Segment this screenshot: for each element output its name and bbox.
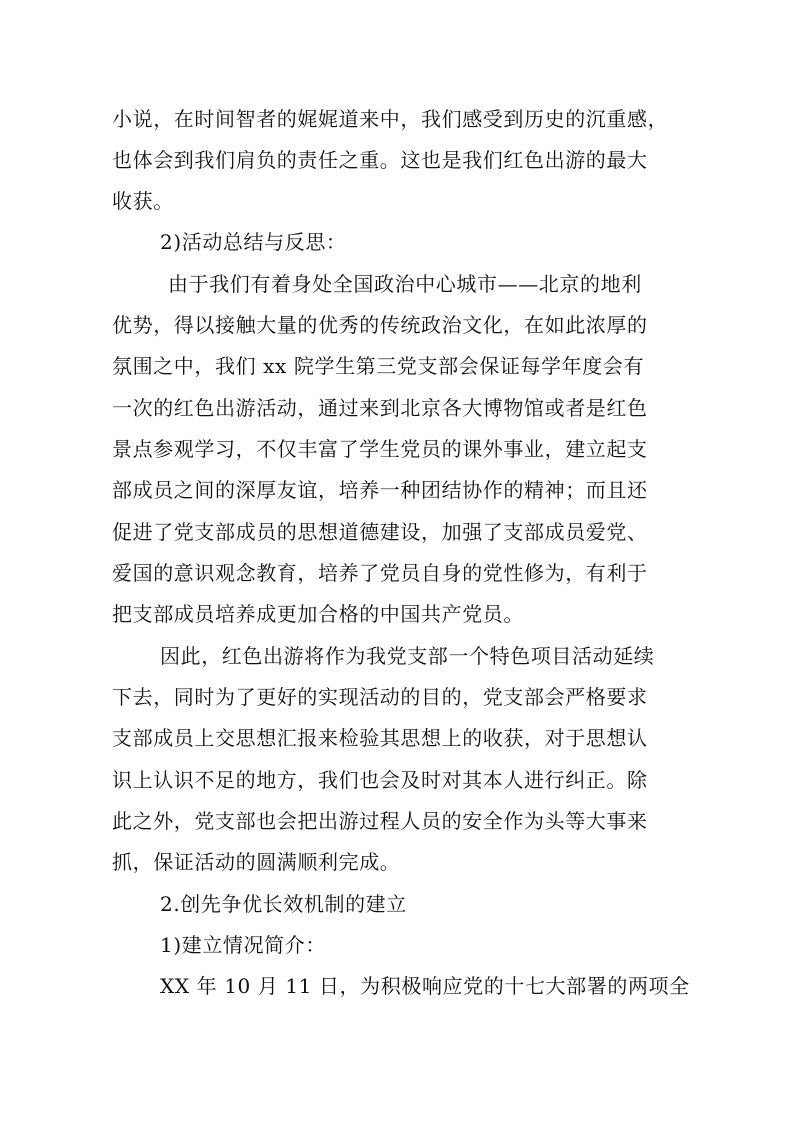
paragraph-line: 优势，得以接触大量的优秀的传统政治文化，在如此浓厚的 (112, 313, 648, 337)
paragraph-line: 小说，在时间智者的娓娓道来中，我们感受到历史的沉重感， (112, 107, 669, 131)
subsection-heading: 1)建立情况简介： (160, 933, 326, 957)
paragraph-line: 下去，同时为了更好的实现活动的目的，党支部会严格要求 (112, 685, 648, 709)
paragraph-line: 促进了党支部成员的思想道德建设，加强了支部成员爱党、 (112, 520, 648, 544)
paragraph-line: 一次的红色出游活动，通过来到北京各大博物馆或者是红色 (112, 396, 648, 420)
paragraph-line: 收获。 (112, 189, 174, 213)
paragraph-line: 把支部成员培养成更加合格的中国共产党员。 (112, 602, 524, 626)
paragraph-line: 支部成员上交思想汇报来检验其思想上的收获，对于思想认 (112, 726, 648, 750)
section-heading: 2.创先争优长效机制的建立 (160, 892, 407, 916)
paragraph-line: 抓，保证活动的圆满顺利完成。 (112, 850, 401, 874)
paragraph-line: 爱国的意识观念教育，培养了党员自身的党性修为，有利于 (112, 561, 648, 585)
paragraph-line: 此之外，党支部也会把出游过程人员的安全作为头等大事来 (112, 809, 648, 833)
paragraph-line: 因此，红色出游将作为我党支部一个特色项目活动延续 (160, 644, 655, 668)
paragraph-line: 景点参观学习，不仅丰富了学生党员的课外事业，建立起支 (112, 437, 648, 461)
section-heading: 2)活动总结与反思： (160, 230, 347, 254)
paragraph-line: XX 年 10 月 11 日，为积极响应党的十七大部署的两项全 (160, 974, 690, 998)
paragraph-line: 由于我们有着身处全国政治中心城市——北京的地利 (168, 272, 642, 296)
paragraph-line: 部成员之间的深厚友谊，培养一种团结协作的精神；而且还 (112, 478, 648, 502)
paragraph-line: 氛围之中，我们 xx 院学生第三党支部会保证每学年度会有 (112, 354, 645, 378)
paragraph-line: 识上认识不足的地方，我们也会及时对其本人进行纠正。除 (112, 768, 648, 792)
paragraph-line: 也体会到我们肩负的责任之重。这也是我们红色出游的最大 (112, 148, 648, 172)
